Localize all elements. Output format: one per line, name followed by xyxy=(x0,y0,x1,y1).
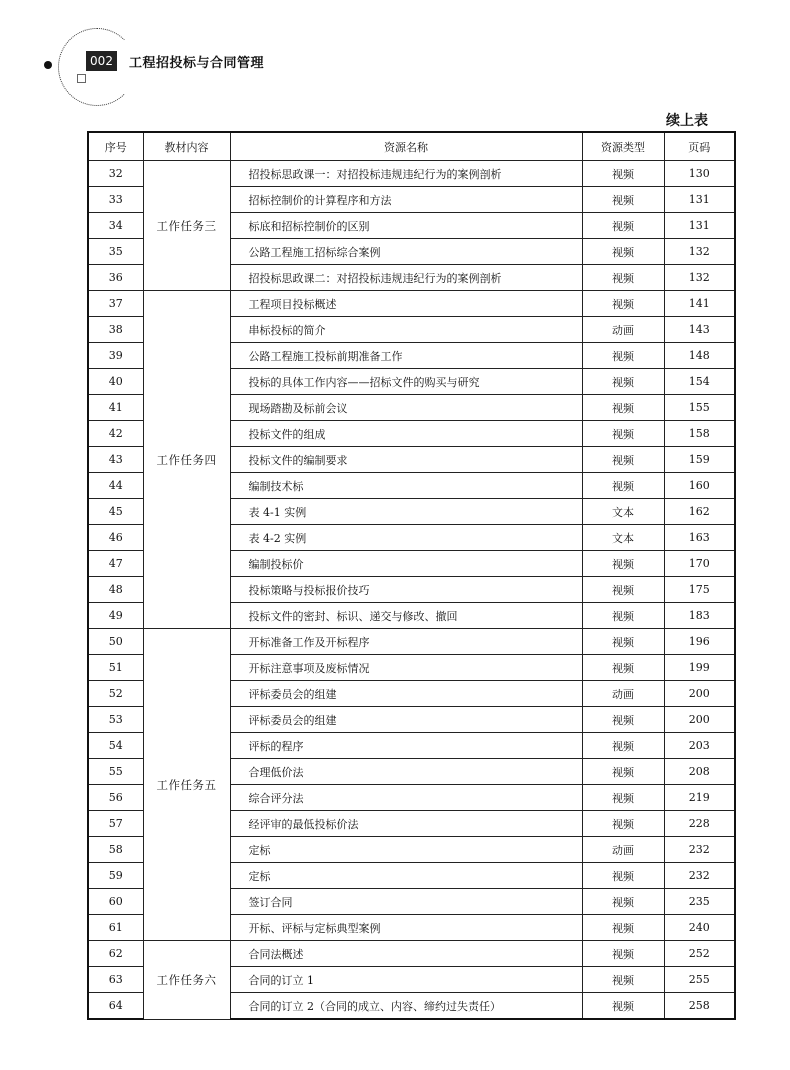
page-number-cell: 228 xyxy=(664,811,735,837)
resource-name: 串标投标的简介 xyxy=(230,317,582,343)
resource-type: 视频 xyxy=(582,265,664,291)
resource-name: 投标文件的组成 xyxy=(230,421,582,447)
resource-type: 视频 xyxy=(582,343,664,369)
resource-type: 视频 xyxy=(582,629,664,655)
resource-name: 评标委员会的组建 xyxy=(230,681,582,707)
row-number: 44 xyxy=(88,473,143,499)
row-number: 50 xyxy=(88,629,143,655)
page-number: 002 xyxy=(86,51,117,71)
page-number-cell: 232 xyxy=(664,863,735,889)
row-number: 58 xyxy=(88,837,143,863)
page-number-cell: 132 xyxy=(664,239,735,265)
page-number-cell: 175 xyxy=(664,577,735,603)
resource-type: 视频 xyxy=(582,577,664,603)
table-row xyxy=(88,161,735,187)
resource-name: 评标的程序 xyxy=(230,733,582,759)
resource-name: 开标注意事项及废标情况 xyxy=(230,655,582,681)
page-number-cell: 208 xyxy=(664,759,735,785)
row-number: 37 xyxy=(88,291,143,317)
row-number: 43 xyxy=(88,447,143,473)
resource-name: 投标文件的编制要求 xyxy=(230,447,582,473)
row-number: 61 xyxy=(88,915,143,941)
row-number: 64 xyxy=(88,993,143,1020)
resource-name: 合理低价法 xyxy=(230,759,582,785)
page-number-cell: 162 xyxy=(664,499,735,525)
resource-name: 合同法概述 xyxy=(230,941,582,967)
row-number: 38 xyxy=(88,317,143,343)
resource-name: 投标策略与投标报价技巧 xyxy=(230,577,582,603)
resource-type: 视频 xyxy=(582,785,664,811)
resource-type: 视频 xyxy=(582,993,664,1020)
square-marker-icon xyxy=(77,74,86,83)
resource-name: 定标 xyxy=(230,837,582,863)
resource-name: 投标的具体工作内容——招标文件的购买与研究 xyxy=(230,369,582,395)
row-number: 48 xyxy=(88,577,143,603)
row-number: 49 xyxy=(88,603,143,629)
page-number-cell: 143 xyxy=(664,317,735,343)
column-header-resource-name: 资源名称 xyxy=(230,132,582,161)
table-row xyxy=(88,291,735,317)
resource-name: 表 4-1 实例 xyxy=(230,499,582,525)
page-number-cell: 183 xyxy=(664,603,735,629)
row-number: 42 xyxy=(88,421,143,447)
resource-type: 视频 xyxy=(582,707,664,733)
page-number-cell: 163 xyxy=(664,525,735,551)
resource-type: 视频 xyxy=(582,967,664,993)
resource-type: 动画 xyxy=(582,837,664,863)
resource-table xyxy=(87,131,736,1020)
page-number-cell: 132 xyxy=(664,265,735,291)
page-number-cell: 154 xyxy=(664,369,735,395)
continued-label: 续上表 xyxy=(666,113,708,129)
page-number-cell: 219 xyxy=(664,785,735,811)
resource-name: 综合评分法 xyxy=(230,785,582,811)
resource-type: 文本 xyxy=(582,499,664,525)
resource-type: 视频 xyxy=(582,941,664,967)
page-number-cell: 158 xyxy=(664,421,735,447)
table-row xyxy=(88,941,735,967)
resource-name: 投标文件的密封、标识、递交与修改、撤回 xyxy=(230,603,582,629)
resource-type: 视频 xyxy=(582,733,664,759)
row-number: 55 xyxy=(88,759,143,785)
row-number: 59 xyxy=(88,863,143,889)
resource-name: 招投标思政课一：对招投标违规违纪行为的案例剖析 xyxy=(230,161,582,187)
row-number: 47 xyxy=(88,551,143,577)
page-number-cell: 196 xyxy=(664,629,735,655)
column-header-no: 序号 xyxy=(88,132,143,161)
resource-type: 视频 xyxy=(582,447,664,473)
resource-type: 视频 xyxy=(582,915,664,941)
resource-type: 视频 xyxy=(582,811,664,837)
resource-name: 编制投标价 xyxy=(230,551,582,577)
resource-name: 开标准备工作及开标程序 xyxy=(230,629,582,655)
resource-type: 视频 xyxy=(582,395,664,421)
page-header xyxy=(0,0,790,110)
page-number-cell: 199 xyxy=(664,655,735,681)
task-group-label: 工作任务五 xyxy=(143,629,230,941)
row-number: 53 xyxy=(88,707,143,733)
row-number: 45 xyxy=(88,499,143,525)
resource-type: 视频 xyxy=(582,213,664,239)
page-number-cell: 200 xyxy=(664,681,735,707)
page-number-cell: 148 xyxy=(664,343,735,369)
row-number: 40 xyxy=(88,369,143,395)
column-header-page: 页码 xyxy=(664,132,735,161)
resource-name: 开标、评标与定标典型案例 xyxy=(230,915,582,941)
resource-name: 签订合同 xyxy=(230,889,582,915)
running-title: 工程招投标与合同管理 xyxy=(129,56,265,71)
row-number: 34 xyxy=(88,213,143,239)
page-number-cell: 160 xyxy=(664,473,735,499)
row-number: 63 xyxy=(88,967,143,993)
page-number-cell: 130 xyxy=(664,161,735,187)
page-number-cell: 155 xyxy=(664,395,735,421)
row-number: 36 xyxy=(88,265,143,291)
page-number-cell: 235 xyxy=(664,889,735,915)
page-number-cell: 131 xyxy=(664,187,735,213)
resource-name: 评标委员会的组建 xyxy=(230,707,582,733)
resource-type: 视频 xyxy=(582,759,664,785)
page-number-cell: 252 xyxy=(664,941,735,967)
resource-name: 现场踏勘及标前会议 xyxy=(230,395,582,421)
task-group-label: 工作任务三 xyxy=(143,161,230,291)
row-number: 46 xyxy=(88,525,143,551)
header-row xyxy=(88,132,735,161)
resource-type: 文本 xyxy=(582,525,664,551)
row-number: 35 xyxy=(88,239,143,265)
row-number: 60 xyxy=(88,889,143,915)
resource-type: 视频 xyxy=(582,421,664,447)
column-header-content: 教材内容 xyxy=(143,132,230,161)
resource-name: 招标控制价的计算程序和方法 xyxy=(230,187,582,213)
page-number-cell: 170 xyxy=(664,551,735,577)
resource-type: 视频 xyxy=(582,863,664,889)
row-number: 52 xyxy=(88,681,143,707)
resource-type: 视频 xyxy=(582,603,664,629)
page-number-cell: 159 xyxy=(664,447,735,473)
row-number: 56 xyxy=(88,785,143,811)
resource-name: 表 4-2 实例 xyxy=(230,525,582,551)
resource-name: 合同的订立 2（合同的成立、内容、缔约过失责任） xyxy=(230,993,582,1020)
row-number: 54 xyxy=(88,733,143,759)
page-number-cell: 255 xyxy=(664,967,735,993)
resource-type: 视频 xyxy=(582,889,664,915)
table-row xyxy=(88,629,735,655)
table-header xyxy=(88,132,735,161)
resource-name: 工程项目投标概述 xyxy=(230,291,582,317)
page-number-cell: 240 xyxy=(664,915,735,941)
row-number: 62 xyxy=(88,941,143,967)
row-number: 33 xyxy=(88,187,143,213)
resource-name: 标底和招标控制价的区别 xyxy=(230,213,582,239)
resource-name: 招投标思政课二：对招投标违规违纪行为的案例剖析 xyxy=(230,265,582,291)
page-number-cell: 131 xyxy=(664,213,735,239)
row-number: 32 xyxy=(88,161,143,187)
resource-type: 视频 xyxy=(582,551,664,577)
resource-type: 视频 xyxy=(582,655,664,681)
resource-type: 视频 xyxy=(582,187,664,213)
resource-name: 定标 xyxy=(230,863,582,889)
resource-type: 视频 xyxy=(582,369,664,395)
resource-type: 视频 xyxy=(582,473,664,499)
resource-type: 动画 xyxy=(582,681,664,707)
task-group-label: 工作任务六 xyxy=(143,941,230,1020)
table-body xyxy=(88,161,735,1020)
bullet-dot-icon xyxy=(44,61,52,69)
row-number: 57 xyxy=(88,811,143,837)
resource-type: 动画 xyxy=(582,317,664,343)
row-number: 41 xyxy=(88,395,143,421)
page-number-cell: 200 xyxy=(664,707,735,733)
page-number-cell: 203 xyxy=(664,733,735,759)
row-number: 39 xyxy=(88,343,143,369)
page-number-cell: 232 xyxy=(664,837,735,863)
resource-name: 合同的订立 1 xyxy=(230,967,582,993)
resource-type: 视频 xyxy=(582,239,664,265)
page-number-cell: 258 xyxy=(664,993,735,1020)
resource-type: 视频 xyxy=(582,291,664,317)
resource-name: 经评审的最低投标价法 xyxy=(230,811,582,837)
resource-name: 公路工程施工投标前期准备工作 xyxy=(230,343,582,369)
resource-name: 编制技术标 xyxy=(230,473,582,499)
row-number: 51 xyxy=(88,655,143,681)
task-group-label: 工作任务四 xyxy=(143,291,230,629)
page-number-cell: 141 xyxy=(664,291,735,317)
column-header-resource-type: 资源类型 xyxy=(582,132,664,161)
resource-type: 视频 xyxy=(582,161,664,187)
resource-name: 公路工程施工招标综合案例 xyxy=(230,239,582,265)
